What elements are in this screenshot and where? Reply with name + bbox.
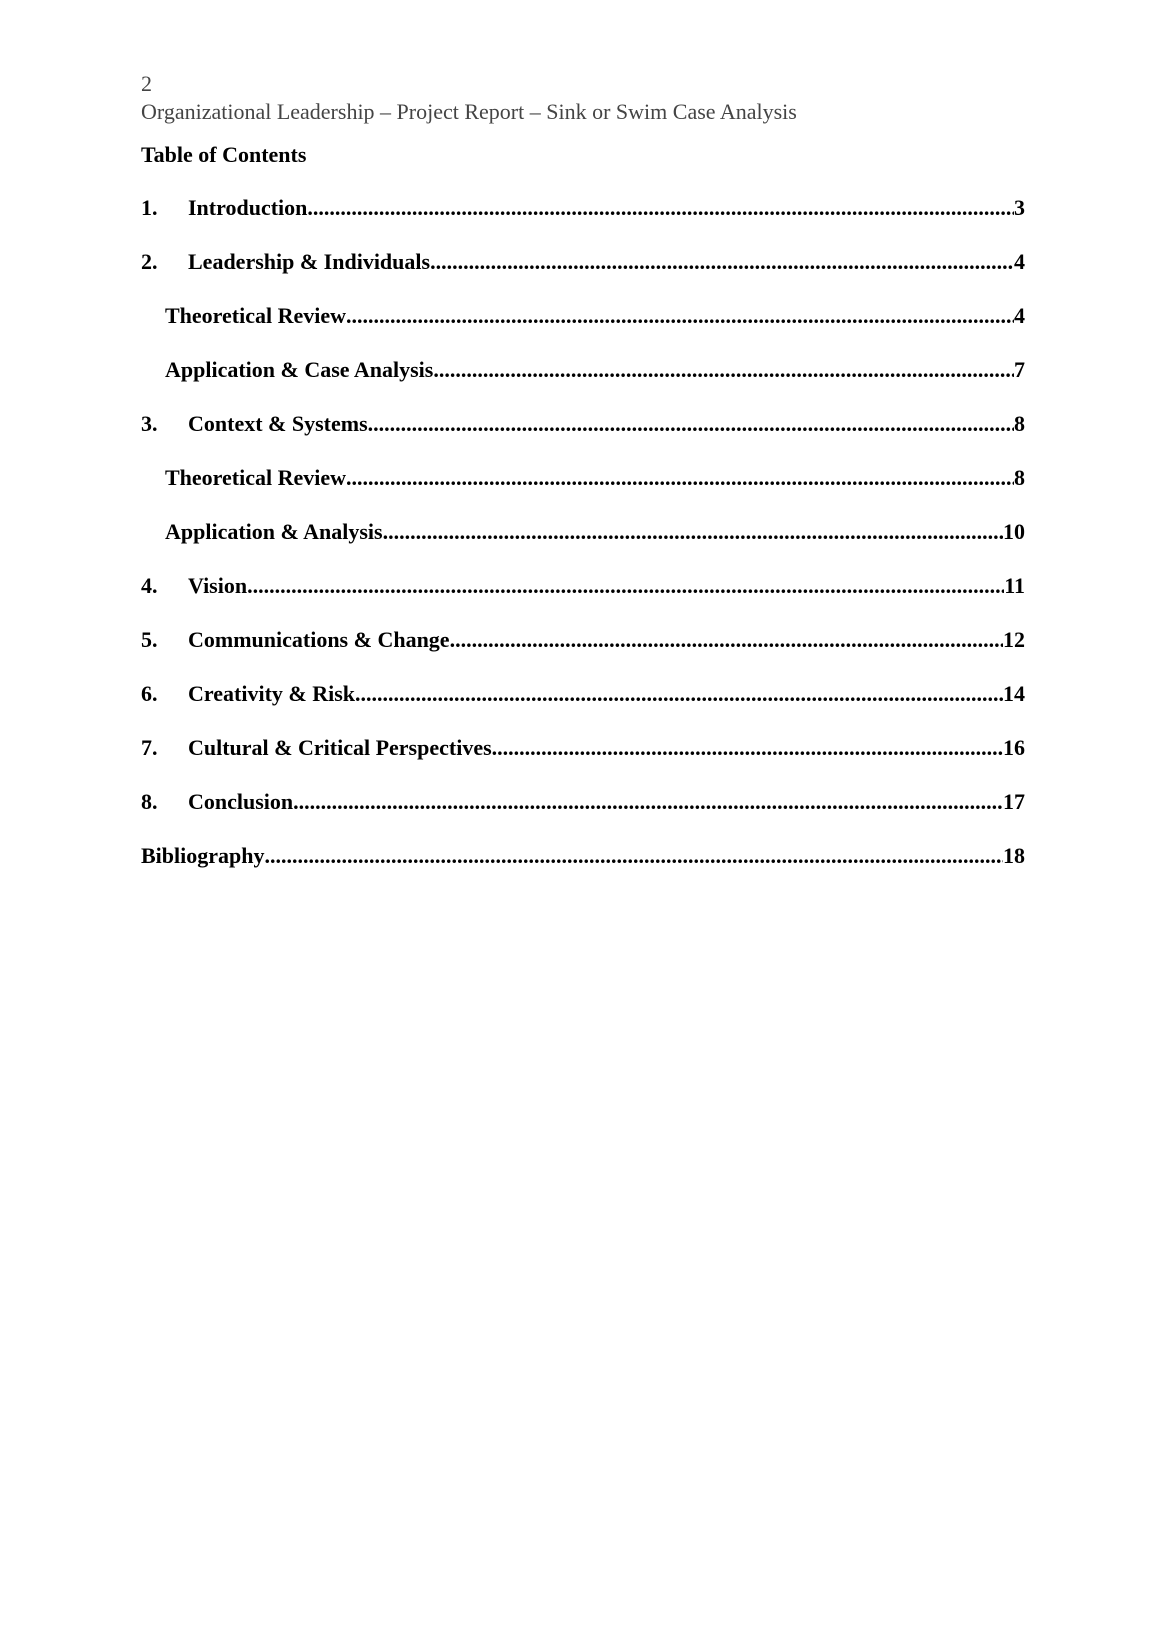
toc-entry-number: 1. bbox=[141, 195, 158, 220]
toc-dot-leader bbox=[430, 248, 1014, 276]
toc-dot-leader bbox=[293, 788, 1003, 816]
toc-dot-leader bbox=[492, 734, 1003, 762]
toc-entry[interactable] bbox=[141, 572, 1025, 626]
toc-entry-label: Bibliography bbox=[141, 843, 265, 868]
toc-dot-leader bbox=[247, 572, 1004, 600]
toc-entry-label: Leadership & Individuals bbox=[188, 249, 431, 274]
toc-entry-label: Conclusion bbox=[188, 789, 294, 814]
toc-dot-leader bbox=[355, 680, 1003, 708]
toc-entry[interactable] bbox=[141, 194, 1025, 248]
toc-entry[interactable] bbox=[141, 410, 1025, 464]
toc-heading: Table of Contents bbox=[141, 142, 307, 167]
toc-entry-page: 16 bbox=[1003, 735, 1025, 760]
toc-entry-page: 18 bbox=[1003, 843, 1025, 868]
toc-dot-leader bbox=[450, 626, 1003, 654]
toc-entry-label: Introduction bbox=[188, 195, 308, 220]
page-header bbox=[141, 70, 797, 126]
toc-entry-label: Vision bbox=[188, 573, 248, 598]
toc-entry-page: 4 bbox=[1014, 303, 1025, 328]
toc-entry-number: 8. bbox=[141, 789, 158, 814]
toc-entry[interactable] bbox=[141, 734, 1025, 788]
toc-entry-label: Creativity & Risk bbox=[188, 681, 356, 706]
toc-entry-number: 7. bbox=[141, 735, 158, 760]
toc-entry-page: 14 bbox=[1003, 681, 1025, 706]
toc-entry[interactable] bbox=[141, 680, 1025, 734]
toc-dot-leader bbox=[264, 842, 1003, 870]
toc-entry-page: 17 bbox=[1003, 789, 1025, 814]
toc-entry[interactable] bbox=[141, 788, 1025, 842]
toc-dot-leader bbox=[346, 464, 1014, 492]
toc-subentry[interactable] bbox=[141, 464, 1025, 518]
toc-entry-number: 5. bbox=[141, 627, 158, 652]
toc-subentry[interactable] bbox=[141, 302, 1025, 356]
toc-entry-page: 11 bbox=[1004, 573, 1025, 598]
toc-dot-leader bbox=[368, 410, 1014, 438]
toc-entry-label: Application & Case Analysis bbox=[165, 357, 434, 382]
toc-entry-label: Application & Analysis bbox=[165, 519, 383, 544]
running-title: Organizational Leadership – Project Report – Sink or Swim Case Analysis bbox=[141, 99, 797, 124]
toc-entry-page: 7 bbox=[1014, 357, 1025, 382]
toc-entry-page: 4 bbox=[1014, 249, 1025, 274]
toc-entry-label: Context & Systems bbox=[188, 411, 368, 436]
toc-entry[interactable] bbox=[141, 248, 1025, 302]
toc-entry-number: 4. bbox=[141, 573, 158, 598]
toc-entry-page: 12 bbox=[1003, 627, 1025, 652]
toc-dot-leader bbox=[383, 518, 1003, 546]
toc-entry-number: 3. bbox=[141, 411, 158, 436]
toc-entry[interactable] bbox=[141, 626, 1025, 680]
toc-entry-page: 8 bbox=[1014, 465, 1025, 490]
toc-subentry[interactable] bbox=[141, 356, 1025, 410]
toc-entry-page: 10 bbox=[1003, 519, 1025, 544]
toc-entry-number: 2. bbox=[141, 249, 158, 274]
toc-entry-page: 3 bbox=[1014, 195, 1025, 220]
toc-entry-label: Cultural & Critical Perspectives bbox=[188, 735, 492, 760]
table-of-contents bbox=[141, 194, 1025, 896]
toc-dot-leader bbox=[346, 302, 1014, 330]
toc-entry-bibliography[interactable] bbox=[141, 842, 1025, 896]
toc-dot-leader bbox=[307, 194, 1014, 222]
page-number: 2 bbox=[141, 71, 152, 96]
toc-subentry[interactable] bbox=[141, 518, 1025, 572]
toc-entry-label: Communications & Change bbox=[188, 627, 450, 652]
toc-entry-label: Theoretical Review bbox=[165, 465, 347, 490]
toc-entry-label: Theoretical Review bbox=[165, 303, 347, 328]
toc-entry-page: 8 bbox=[1014, 411, 1025, 436]
toc-dot-leader bbox=[433, 356, 1014, 384]
toc-entry-number: 6. bbox=[141, 681, 158, 706]
